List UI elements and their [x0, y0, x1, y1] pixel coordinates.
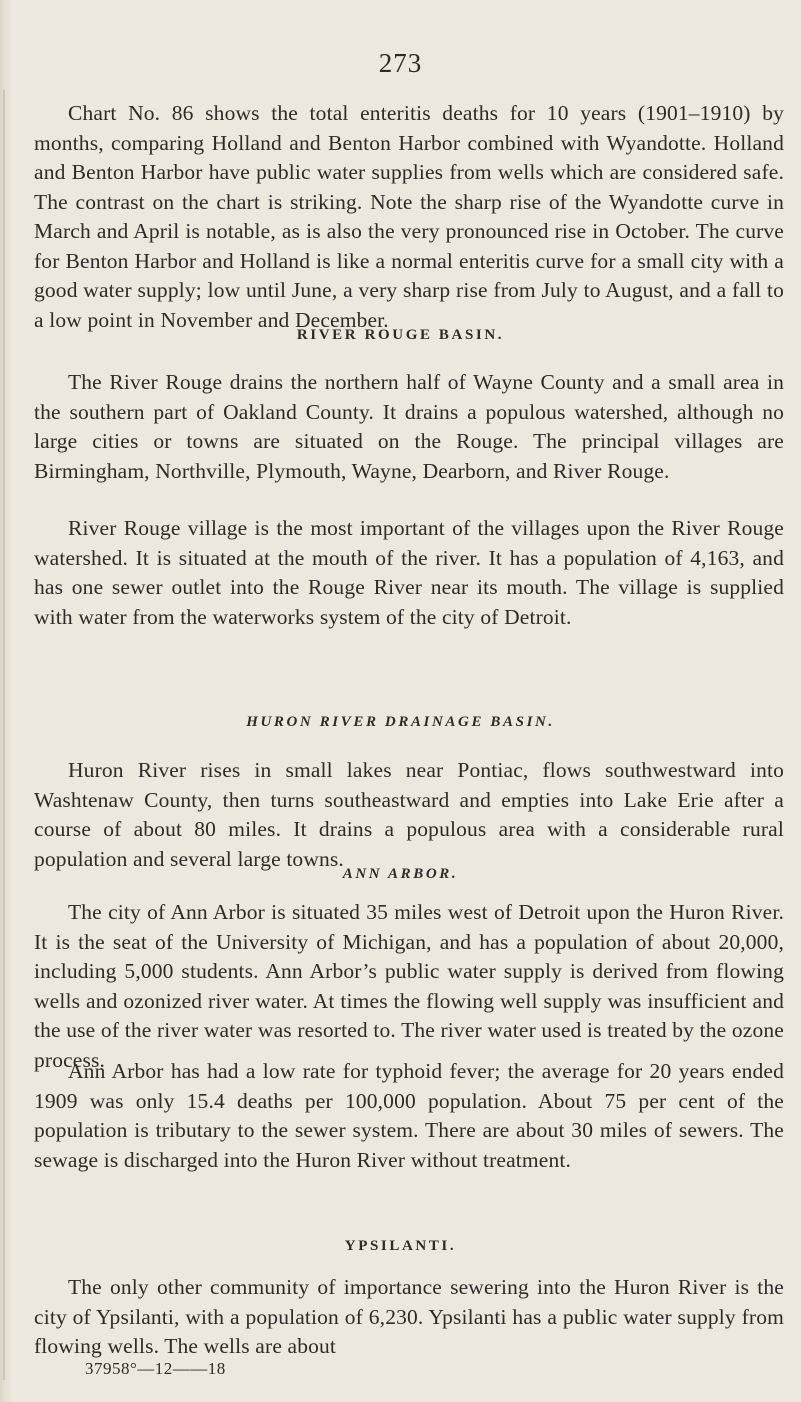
paragraph-text: The city of Ann Arbor is situated 35 miles west of Detroit upon the Huron River. It is the seat of the University of Michigan, and has a population of about 20,000, including 5,000 students. Ann Arbor’s public water supply is derived from flowing wells and ozonized river water. At times the flowing well supply was insufficient and the use of the river water was resorted to. The river water used is treated by the ozone process.: [34, 900, 784, 1072]
paragraph-text: The only other community of importance sewering into the Huron River is the city of Ypsilanti, with a population of 6,230. Ypsilanti has a public water supply from flowing wells. The wells are about: [34, 1275, 784, 1358]
paragraph-huron-river: [34, 756, 784, 874]
binding-edge: [3, 90, 5, 1380]
heading-river-rouge-basin: RIVER ROUGE BASIN.: [296, 327, 505, 343]
paragraph-river-rouge-village: [34, 514, 784, 632]
paragraph-ann-arbor: [34, 898, 784, 1075]
paragraph-text: Huron River rises in small lakes near Pontiac, flows southwestward into Washtenaw County, then turns southeastward and empties into Lake Erie after a course of about 80 miles. It drains a populous area with a considerable rural population and several large towns.: [34, 758, 784, 871]
paragraph-text: Chart No. 86 shows the total enteritis deaths for 10 years (1901–1910) by months, comparing Holland and Benton Harbor combined with Wyandotte. Holland and Benton Harbor have public water supplies from wells which are considered safe. The contrast on the chart is striking. Note the sharp rise of the Wyandotte curve in March and April is notable, as is also the very pronounced rise in October. The curve for Benton Harbor and Holland is like a normal enteritis curve for a small city with a good water supply; low until June, a very sharp rise from July to August, and a fall to a low point in November and December.: [34, 101, 784, 332]
paragraph-text: Ann Arbor has had a low rate for typhoid fever; the average for 20 years ended 1909 was only 15.4 deaths per 100,000 population. About 75 per cent of the population is tributary to the sewer system. There are about 30 miles of sewers. The sewage is discharged into the Huron River without treatment.: [34, 1059, 784, 1172]
page-number: 273: [378, 48, 423, 78]
print-signature-footer: 37958°—12——18: [85, 1359, 226, 1378]
paragraph-ann-arbor-typhoid: [34, 1057, 784, 1175]
heading-huron-river-basin: HURON RIVER DRAINAGE BASIN.: [246, 714, 555, 730]
heading-ypsilanti: YPSILANTI.: [344, 1238, 457, 1254]
paragraph-chart-86: [34, 99, 784, 335]
heading-ann-arbor: ANN ARBOR.: [342, 866, 459, 882]
paragraph-river-rouge: [34, 368, 784, 486]
paragraph-text: River Rouge village is the most important of the villages upon the River Rouge watershed. It is situated at the mouth of the river. It has a population of 4,163, and has one sewer outlet into the Rouge River near its mouth. The village is supplied with water from the waterworks system of the city of Detroit.: [34, 516, 784, 629]
paragraph-ypsilanti: [34, 1273, 784, 1362]
paragraph-text: The River Rouge drains the northern half of Wayne County and a small area in the southern part of Oakland County. It drains a populous watershed, although no large cities or towns are situated on the Rouge. The principal villages are Birmingham, Northville, Plymouth, Wayne, Dearborn, and River Rouge.: [34, 370, 784, 483]
